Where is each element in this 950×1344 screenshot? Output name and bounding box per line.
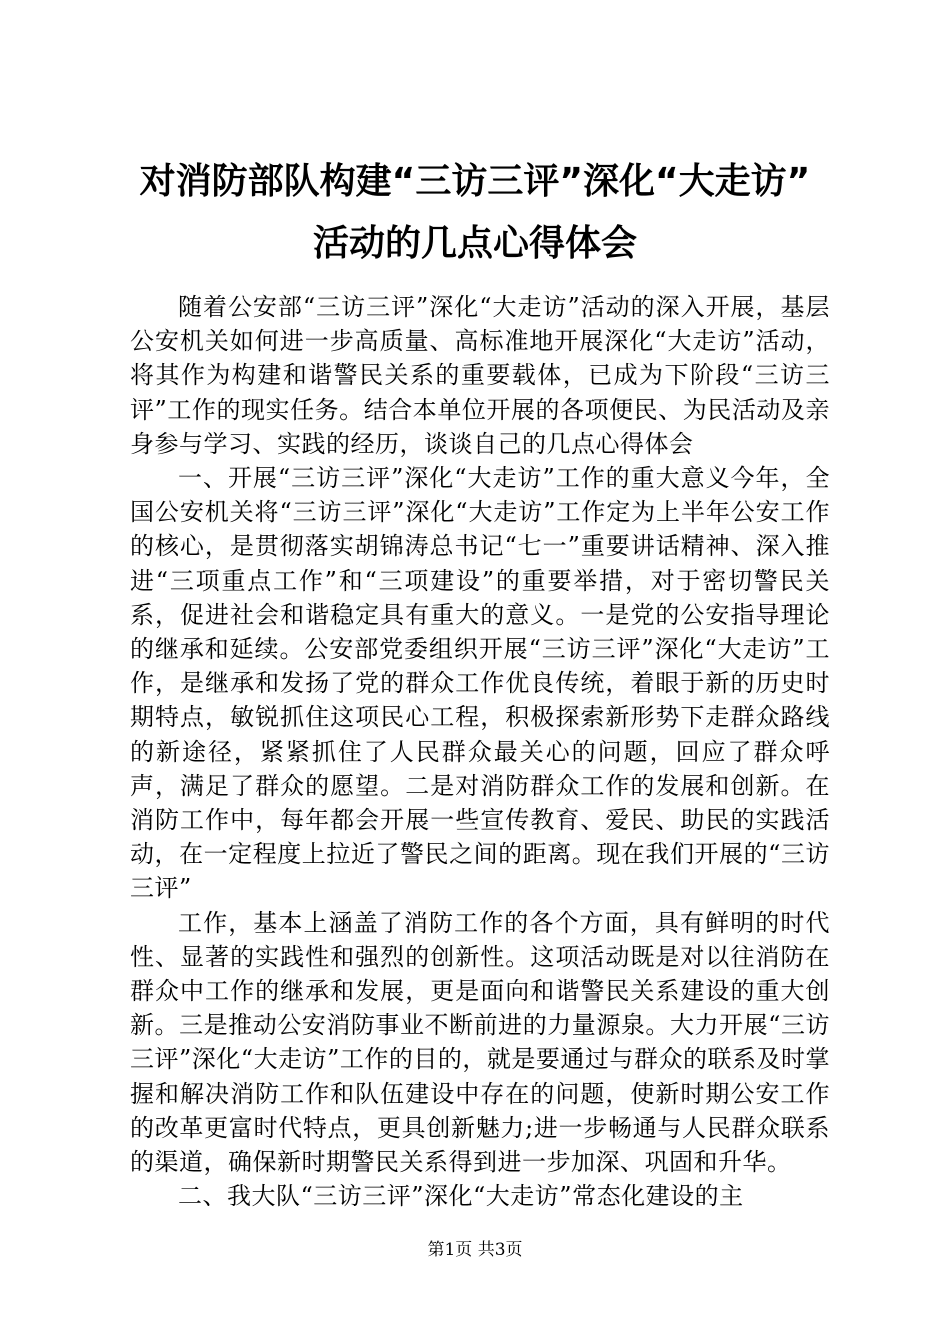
paragraph-section-1-continued: 工作，基本上涵盖了消防工作的各个方面，具有鲜明的时代性、显著的实践性和强烈的创新性。这项活动既是对以往消防在群众中工作的继承和发展，更是面向和谐警民关系建设的重大创新。三是推动公安消防事业不断前进的力量源泉。大力开展“三访三评”深化“大走访”工作的目的，就是要通过与群众的联系及时掌握和解决消防工作和队伍建设中存在的问题，使新时期公安工作的改革更富时代特点，更具创新魅力;进一步畅通与人民群众联系的渠道，确保新时期警民关系得到进一步加深、巩固和升华。 xyxy=(130,908,830,1177)
paragraph-section-1: 一、开展“三访三评”深化“大走访”工作的重大意义今年，全国公安机关将“三访三评”深化“大走访”工作定为上半年公安工作的核心，是贯彻落实胡锦涛总书记“七一”重要讲话精神、深入推进“三项重点工作”和“三项建设”的重要举措，对于密切警民关系，促进社会和谐稳定具有重大的意义。一是党的公安指导理论的继承和延续。公安部党委组织开展“三访三评”深化“大走访”工作，是继承和发扬了党的群众工作优良传统，着眼于新的历史时期特点，敏锐抓住这项民心工程，积极探索新形势下走群众路线的新途径，紧紧抓住了人民群众最关心的问题，回应了群众呼声，满足了群众的愿望。二是对消防群众工作的发展和创新。在消防工作中，每年都会开展一些宣传教育、爱民、助民的实践活动，在一定程度上拉近了警民之间的距离。现在我们开展的“三访三评” xyxy=(130,464,830,903)
paragraph-section-2: 二、我大队“三访三评”深化“大走访”常态化建设的主 xyxy=(178,1182,744,1211)
document-title-line-2: 活动的几点心得体会 xyxy=(312,223,637,264)
document-title-line-1: 对消防部队构建“三访三评”深化“大走访” xyxy=(139,161,811,202)
page-number-footer: 第1页 共3页 xyxy=(427,1240,523,1260)
paragraph-intro: 随着公安部“三访三评”深化“大走访”活动的深入开展，基层公安机关如何进一步高质量、高标准地开展深化“大走访”活动，将其作为构建和谐警民关系的重要载体，已成为下阶段“三访三评”工作的现实任务。结合本单位开展的各项便民、为民活动及亲身参与学习、实践的经历，谈谈自己的几点心得体会 xyxy=(130,293,830,458)
document-body xyxy=(130,290,830,1213)
